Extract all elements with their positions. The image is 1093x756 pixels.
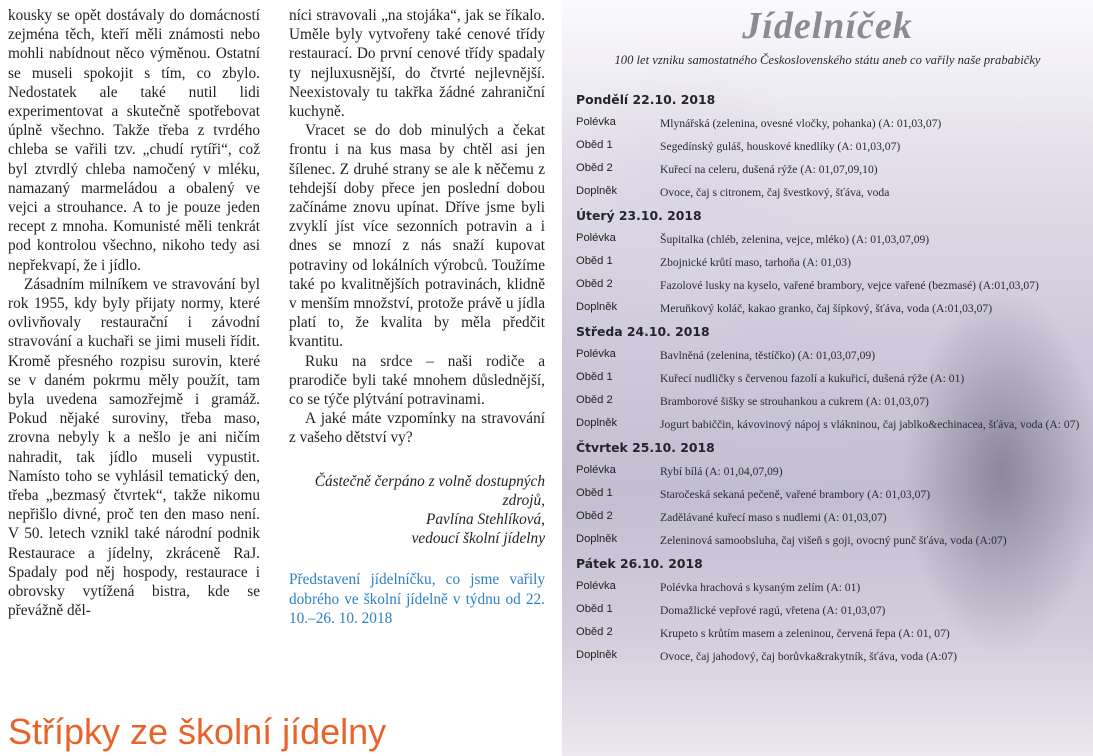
meal-description: Zeleninová samoobsluha, čaj višeň s goji, ovocný punč šťáva, voda (A:07) [660, 534, 1007, 547]
meal-description: Meruňkový koláč, kakao granko, čaj šípkový, šťáva, voda (A:01,03,07) [660, 302, 993, 315]
meal-row [576, 344, 1088, 367]
meal-description: Bavlněná (zelenina, těstíčko) (A: 01,03,07,09) [660, 349, 876, 362]
meal-description: Krupeto s krůtím masem a zeleninou, červená řepa (A: 01, 07) [660, 627, 950, 640]
day-heading: Pátek 26.10. 2018 [576, 556, 703, 571]
meal-description: Kuřecí na celeru, dušená rýže (A: 01,07,09,10) [660, 163, 878, 176]
menu-title: Jídelníček [742, 5, 913, 47]
meal-row [576, 251, 1088, 274]
article-column-2 [289, 6, 545, 628]
meal-row [576, 645, 1088, 668]
menu-day [576, 552, 1088, 668]
meal-row [576, 274, 1088, 297]
meal-label: Doplněk [576, 649, 618, 661]
meal-row [576, 506, 1088, 529]
meal-description: Mlynářská (zelenina, ovesné vločky, pohanka) (A: 01,03,07) [660, 117, 942, 130]
meal-label: Oběd 1 [576, 255, 613, 267]
article-paragraph: Ruku na srdce – naši rodiče a prarodiče byli také mnohem důslednější, co se týče plýtvání potravinami. [289, 352, 545, 409]
menu-day [576, 320, 1088, 436]
menu-image [562, 0, 1093, 756]
meal-label: Polévka [576, 116, 616, 128]
menu-days [576, 88, 1088, 668]
meal-row [576, 135, 1088, 158]
meal-description: Bramborové šišky se strouhankou a cukrem (A: 01,03,07) [660, 395, 929, 408]
menu-day [576, 436, 1088, 552]
article-paragraph: Zásadním milníkem ve stravování byl rok 1955, kdy byly přijaty normy, které ovlivňovaly restaurační i závodní stravování a kuchaři se jimi museli řídit. Kromě přesného rozpisu surovin, které se v daném pokrmu měly použít, tam byla uvedena samozřejmě i gramáž. Pokud nějaké suroviny, třeba maso, zrovna nebyly k a nešlo je ani ničím nahradit, tak jídlo museli vypustit. Namísto toho se vyhlásil tematický den, třeba „bezmasý čtvrtek“, takže nikomu nepřišlo divné, proč ten den maso není. V 50. letech vznikl také národní podnik Restaurace a jídelny, zkráceně RaJ. Spadaly pod něj hospody, restaurace i obrovsky vytížená bistra, kde se převážně děl- [8, 275, 260, 620]
meal-row [576, 112, 1088, 135]
article-paragraph: Vracet se do dob minulých a čekat frontu i na kus masa by chtěl asi jen šílenec. Z druhé strany se ale k něčemu z tehdejší doby přece jen poslední dobou začínáme znovu upínat. Dříve jsme byli zvyklí jíst více sezonních potravin a i dnes se mnozí z nás snaží kupovat potraviny od lokálních výrobců. Toužíme také po kvalitnějších potravinách, klidně v menším množství, protože právě u jídla platí to, že kvalita by měla předčit kvantitu. [289, 122, 545, 351]
meal-row [576, 483, 1088, 506]
menu-day [576, 88, 1088, 204]
meal-label: Oběd 1 [576, 139, 613, 151]
meal-description: Fazolové lusky na kyselo, vařené brambory, vejce vařené (bezmasé) (A:01,03,07) [660, 279, 1039, 292]
day-heading: Úterý 23.10. 2018 [576, 208, 702, 223]
meal-description: Ovoce, čaj jahodový, čaj borůvka&rakytník, šťáva, voda (A:07) [660, 650, 957, 663]
meal-label: Oběd 1 [576, 487, 613, 499]
meal-row [576, 158, 1088, 181]
meal-label: Doplněk [576, 185, 618, 197]
meal-label: Doplněk [576, 533, 618, 545]
meal-description: Staročeská sekaná pečeně, vařené brambory (A: 01,03,07) [660, 488, 931, 501]
meal-row [576, 297, 1088, 320]
meal-label: Polévka [576, 232, 616, 244]
day-heading: Čtvrtek 25.10. 2018 [576, 440, 715, 455]
meal-description: Jogurt babiččin, kávovinový nápoj s vlákninou, čaj jablko&echinacea, šťáva, voda (A: 07) [660, 418, 1080, 431]
menu-subtitle: 100 let vzniku samostatného Československého státu aneb co vařily naše prababičky [614, 53, 1041, 67]
meal-row [576, 599, 1088, 622]
meal-row [576, 413, 1088, 436]
article-paragraph: kousky se opět dostávaly do domácností zejména těch, kteří měli známosti nebo mohli nabídnout něco výměnou. Ostatní se museli spokojit s tím, co zbylo. Nedostatek ale také nutil lidi experimentovat a skutečně spotřebovat úplně všechno. Takže třeba z tvrdého chleba se vařili tzv. „chudí rytíři“, což byl ztvrdlý chleba namočený v mléku, namazaný marmeládou a obalený ve vejci a strouhance. A to je pouze jeden recept z mnoha. Komunisté měli tenkrát pod kontrolou všechno, nikoho tedy asi nepřekvapí, že i jídlo. [8, 7, 260, 274]
signature-source: Částečně čerpáno z volně dostupných zdrojů, [314, 472, 545, 509]
meal-row [576, 367, 1088, 390]
meal-description: Ovoce, čaj s citronem, čaj švestkový, šťáva, voda [660, 186, 890, 199]
meal-label: Oběd 2 [576, 278, 613, 290]
meal-description: Rybí bílá (A: 01,04,07,09) [660, 465, 783, 478]
menu-day [576, 204, 1088, 320]
meal-label: Oběd 2 [576, 394, 613, 406]
signature-role: vedoucí školní jídelny [411, 530, 545, 548]
meal-label: Polévka [576, 464, 616, 476]
meal-label: Doplněk [576, 301, 618, 313]
meal-description: Domažlické vepřové ragú, vřetena (A: 01,03,07) [660, 604, 886, 617]
meal-row [576, 529, 1088, 552]
article-paragraph: níci stravovali „na stojáka“, jak se říkalo. Uměle byly vytvořeny také cenové třídy restaurací. Do první cenové třídy spadaly ty nejluxusnější, do čtvrté nejlevnější. Neexistovaly tu takřka žádné zahraniční kuchyně. [289, 7, 545, 121]
article-paragraph: A jaké máte vzpomínky na stravování z vašeho dětství vy? [289, 410, 545, 447]
meal-description: Zadělávané kuřecí maso s nudlemi (A: 01,03,07) [660, 511, 887, 524]
meal-label: Polévka [576, 348, 616, 360]
menu-caption: Představení jídelníčku, co jsme vařily dobrého ve školní jídelně v týdnu od 22. 10.–26. 10. 2018 [289, 571, 545, 627]
meal-label: Oběd 2 [576, 626, 613, 638]
meal-row [576, 181, 1088, 204]
section-heading: Střípky ze školní jídelny [8, 711, 387, 752]
meal-label: Oběd 1 [576, 371, 613, 383]
meal-row [576, 390, 1088, 413]
meal-description: Šupitalka (chléb, zelenina, vejce, mléko) (A: 01,03,07,09) [660, 233, 930, 246]
meal-description: Zbojnické krůtí maso, tarhoňa (A: 01,03) [660, 256, 851, 269]
day-heading: Středa 24.10. 2018 [576, 324, 710, 339]
meal-row [576, 622, 1088, 645]
author-signature [289, 472, 545, 549]
meal-label: Doplněk [576, 417, 618, 429]
meal-description: Polévka hrachová s kysaným zelím (A: 01) [660, 581, 861, 594]
signature-author: Pavlína Stehlíková, [426, 511, 545, 529]
meal-row [576, 228, 1088, 251]
article-column-1 [8, 6, 260, 621]
meal-label: Oběd 2 [576, 162, 613, 174]
meal-label: Oběd 2 [576, 510, 613, 522]
meal-label: Oběd 1 [576, 603, 613, 615]
meal-row [576, 460, 1088, 483]
meal-row [576, 576, 1088, 599]
meal-description: Segedínský guláš, houskové knedlíky (A: 01,03,07) [660, 140, 901, 153]
meal-label: Polévka [576, 580, 616, 592]
meal-description: Kuřecí nudličky s červenou fazolí a kukuřicí, dušená rýže (A: 01) [660, 372, 965, 385]
day-heading: Pondělí 22.10. 2018 [576, 92, 716, 107]
